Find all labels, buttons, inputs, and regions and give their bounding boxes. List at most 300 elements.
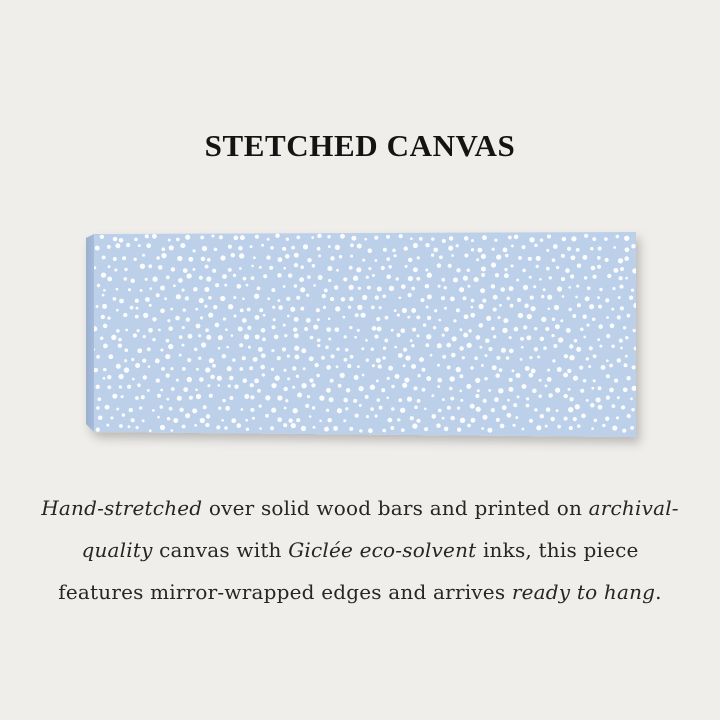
polka-dot bbox=[331, 354, 335, 358]
polka-dot bbox=[410, 416, 414, 420]
polka-dot bbox=[223, 317, 226, 320]
polka-dot bbox=[171, 267, 175, 271]
polka-dot bbox=[498, 388, 503, 393]
polka-dot bbox=[168, 239, 171, 242]
polka-dot bbox=[623, 326, 626, 329]
polka-dot bbox=[386, 257, 390, 261]
polka-dot bbox=[107, 385, 111, 389]
polka-dot bbox=[155, 359, 160, 364]
polka-dot bbox=[272, 325, 276, 329]
polka-dot bbox=[277, 395, 282, 400]
polka-dot bbox=[143, 335, 146, 338]
polka-dot bbox=[564, 417, 568, 421]
polka-dot bbox=[228, 384, 231, 387]
polka-dot bbox=[95, 246, 100, 251]
polka-dot bbox=[359, 404, 362, 407]
polka-dot bbox=[567, 247, 571, 251]
polka-dot bbox=[312, 264, 316, 268]
polka-dot bbox=[293, 327, 297, 331]
polka-dot bbox=[606, 316, 609, 319]
polka-dot bbox=[430, 354, 433, 357]
polka-dot bbox=[257, 287, 261, 291]
polka-dot bbox=[205, 328, 209, 332]
polka-dot bbox=[145, 278, 148, 281]
polka-dot bbox=[509, 378, 513, 382]
polka-dot bbox=[209, 394, 213, 398]
polka-dot bbox=[327, 418, 331, 422]
polka-dot bbox=[405, 265, 408, 268]
polka-dot bbox=[632, 268, 637, 273]
polka-dot bbox=[185, 296, 189, 300]
polka-dot bbox=[199, 298, 204, 303]
polka-dot bbox=[122, 256, 126, 260]
polka-dot bbox=[431, 414, 436, 419]
polka-dot bbox=[152, 234, 157, 239]
polka-dot bbox=[240, 235, 245, 240]
polka-dot bbox=[255, 235, 259, 239]
polka-dot bbox=[552, 359, 555, 362]
polka-dot bbox=[227, 366, 232, 371]
polka-dot bbox=[287, 354, 290, 357]
polka-dot bbox=[597, 265, 601, 269]
polka-dot bbox=[168, 326, 173, 331]
polka-dot bbox=[583, 336, 586, 339]
polka-dot bbox=[607, 274, 611, 278]
polka-dot bbox=[564, 394, 568, 398]
polka-dot bbox=[360, 313, 365, 318]
polka-dot bbox=[103, 324, 107, 328]
desc-text-3: inks, this piece features mirror-wrapped edges and arrives bbox=[58, 538, 639, 604]
polka-dot bbox=[97, 397, 101, 401]
polka-dot bbox=[425, 268, 428, 271]
polka-dot bbox=[173, 418, 178, 423]
polka-dot bbox=[548, 393, 552, 397]
polka-dot bbox=[448, 264, 452, 268]
polka-dot bbox=[177, 396, 182, 401]
polka-dot bbox=[546, 267, 550, 271]
polka-dot bbox=[411, 287, 415, 291]
polka-dot bbox=[340, 373, 345, 378]
polka-dot bbox=[322, 294, 326, 298]
polka-dot bbox=[529, 237, 534, 242]
polka-dot bbox=[534, 327, 537, 330]
polka-dot bbox=[568, 308, 571, 311]
polka-dot bbox=[521, 346, 524, 349]
polka-dot bbox=[212, 269, 216, 273]
polka-dot bbox=[560, 319, 563, 322]
polka-dot bbox=[255, 315, 260, 320]
polka-dot bbox=[437, 263, 441, 267]
polka-dot bbox=[96, 355, 100, 359]
polka-dot bbox=[459, 390, 462, 393]
polka-dot bbox=[522, 269, 526, 273]
polka-dot bbox=[132, 378, 135, 381]
polka-dot bbox=[107, 245, 111, 249]
polka-dot bbox=[187, 377, 192, 382]
polka-dot bbox=[135, 363, 140, 368]
polka-dot bbox=[358, 386, 363, 391]
polka-dot bbox=[488, 389, 491, 392]
polka-dot bbox=[376, 379, 379, 382]
polka-dot bbox=[357, 365, 360, 368]
polka-dot bbox=[318, 275, 323, 280]
polka-dot bbox=[513, 424, 516, 427]
polka-dot bbox=[148, 365, 151, 368]
polka-dot bbox=[313, 325, 318, 330]
polka-dot bbox=[422, 368, 426, 372]
polka-dot bbox=[188, 334, 193, 339]
polka-dot bbox=[216, 425, 220, 429]
polka-dot bbox=[353, 276, 358, 281]
polka-dot bbox=[417, 399, 421, 403]
polka-dot bbox=[503, 248, 508, 253]
polka-dot bbox=[364, 238, 367, 241]
polka-dot bbox=[349, 297, 353, 301]
polka-dot bbox=[431, 237, 434, 240]
polka-dot bbox=[449, 387, 453, 391]
polka-dot bbox=[143, 313, 148, 318]
polka-dot bbox=[231, 418, 236, 423]
polka-dot bbox=[401, 428, 405, 432]
polka-dot bbox=[419, 357, 424, 362]
polka-dot bbox=[598, 246, 602, 250]
polka-dot bbox=[390, 426, 394, 430]
polka-dot bbox=[160, 389, 163, 392]
polka-dot bbox=[103, 368, 107, 372]
polka-dot bbox=[166, 339, 170, 343]
polka-dot bbox=[265, 414, 269, 418]
polka-dot bbox=[493, 295, 498, 300]
polka-dot bbox=[259, 427, 262, 430]
polka-dot bbox=[478, 248, 483, 253]
polka-dot bbox=[437, 378, 442, 383]
polka-dot bbox=[167, 319, 170, 322]
polka-dot bbox=[176, 379, 179, 382]
polka-dot bbox=[299, 277, 304, 282]
polka-dot bbox=[343, 316, 346, 319]
polka-dot bbox=[593, 379, 596, 382]
polka-dot bbox=[587, 286, 591, 290]
polka-dot bbox=[403, 348, 407, 352]
polka-dot bbox=[200, 418, 205, 423]
polka-dot bbox=[438, 409, 442, 413]
polka-dot bbox=[161, 253, 166, 258]
desc-text-1: over solid wood bars and printed on bbox=[202, 496, 589, 520]
polka-dot bbox=[612, 426, 617, 431]
polka-dot bbox=[138, 244, 141, 247]
polka-dot bbox=[140, 264, 145, 269]
polka-dot bbox=[513, 403, 517, 407]
polka-dot bbox=[422, 388, 426, 392]
polka-dot bbox=[250, 245, 253, 248]
polka-dot bbox=[204, 287, 209, 292]
polka-dot bbox=[309, 356, 314, 361]
polka-dot bbox=[388, 366, 393, 371]
polka-dot bbox=[413, 267, 418, 272]
polka-dot bbox=[467, 285, 470, 288]
polka-dot bbox=[129, 408, 133, 412]
polka-dot bbox=[464, 236, 469, 241]
polka-dot bbox=[278, 305, 283, 310]
polka-dot bbox=[506, 356, 510, 360]
polka-dot bbox=[319, 419, 322, 422]
polka-dot bbox=[296, 296, 300, 300]
polka-dot bbox=[152, 317, 156, 321]
polka-dot bbox=[621, 405, 625, 409]
polka-dot bbox=[224, 284, 227, 287]
polka-dot bbox=[258, 347, 263, 352]
polka-dot bbox=[557, 425, 561, 429]
polka-dot bbox=[370, 385, 375, 390]
polka-dot bbox=[313, 426, 316, 429]
polka-dot bbox=[549, 276, 552, 279]
polka-dot bbox=[625, 336, 628, 339]
polka-dot bbox=[210, 375, 215, 380]
polka-dot bbox=[271, 408, 276, 413]
polka-dot bbox=[274, 335, 279, 340]
polka-dot bbox=[100, 336, 104, 340]
polka-dot bbox=[517, 395, 520, 398]
polka-dot bbox=[389, 286, 394, 291]
polka-dot bbox=[349, 266, 353, 270]
polka-dot bbox=[523, 325, 527, 329]
polka-dot bbox=[338, 384, 342, 388]
polka-dot bbox=[592, 237, 596, 241]
polka-dot bbox=[98, 416, 103, 421]
polka-dot bbox=[242, 356, 246, 360]
polka-dot bbox=[555, 324, 560, 329]
polka-dot bbox=[605, 417, 609, 421]
polka-dot bbox=[148, 264, 152, 268]
polka-dot bbox=[444, 427, 449, 432]
polka-dot bbox=[394, 346, 397, 349]
polka-dot bbox=[115, 243, 120, 248]
polka-dot bbox=[161, 367, 165, 371]
polka-dot bbox=[307, 275, 311, 279]
polka-dot bbox=[493, 335, 496, 338]
polka-dot bbox=[536, 425, 541, 430]
polka-dot bbox=[270, 246, 274, 250]
polka-dot bbox=[617, 396, 620, 399]
polka-dot bbox=[456, 367, 461, 372]
polka-dot bbox=[416, 315, 420, 319]
polka-dot bbox=[457, 428, 461, 432]
polka-dot bbox=[477, 389, 480, 392]
polka-dot bbox=[283, 324, 286, 327]
polka-dot bbox=[482, 299, 486, 303]
polka-dot bbox=[141, 395, 145, 399]
polka-dot bbox=[137, 348, 142, 353]
polka-dot bbox=[379, 306, 382, 309]
polka-dot bbox=[539, 379, 542, 382]
polka-dot bbox=[391, 385, 395, 389]
polka-dot bbox=[316, 374, 320, 378]
polka-dot bbox=[593, 354, 597, 358]
polka-dot bbox=[355, 313, 359, 317]
polka-dot bbox=[228, 304, 233, 309]
polka-dot bbox=[576, 248, 580, 252]
polka-dot bbox=[286, 297, 290, 301]
polka-dot bbox=[479, 323, 484, 328]
polka-dot bbox=[234, 384, 238, 388]
polka-dot bbox=[147, 389, 150, 392]
polka-dot bbox=[169, 407, 173, 411]
polka-dot bbox=[463, 276, 468, 281]
polka-dot bbox=[160, 286, 165, 291]
polka-dot bbox=[534, 244, 538, 248]
polka-dot bbox=[248, 346, 251, 349]
polka-dot bbox=[253, 256, 256, 259]
polka-dot bbox=[166, 276, 170, 280]
polka-dot bbox=[218, 407, 221, 410]
polka-dot bbox=[294, 317, 299, 322]
polka-dot bbox=[282, 347, 286, 351]
polka-dot bbox=[526, 404, 530, 408]
desc-text-2: canvas with bbox=[152, 538, 289, 562]
polka-dot bbox=[354, 336, 357, 339]
polka-dot bbox=[376, 317, 380, 321]
polka-dot bbox=[387, 377, 390, 380]
polka-dot bbox=[442, 355, 446, 359]
polka-dot bbox=[500, 287, 505, 292]
polka-dot bbox=[294, 253, 299, 258]
polka-dot bbox=[425, 284, 429, 288]
polka-dot bbox=[359, 429, 362, 432]
polka-dot bbox=[205, 265, 209, 269]
polka-dot bbox=[226, 346, 229, 349]
polka-dot bbox=[459, 287, 464, 292]
polka-dot bbox=[116, 364, 121, 369]
polka-dot bbox=[482, 235, 487, 240]
polka-dot bbox=[221, 419, 224, 422]
polka-dot bbox=[203, 405, 207, 409]
polka-dot bbox=[233, 235, 238, 240]
polka-dot bbox=[283, 267, 286, 270]
polka-dot bbox=[263, 314, 266, 317]
polka-dot bbox=[631, 408, 635, 412]
polka-dot bbox=[624, 236, 629, 241]
polka-dot bbox=[288, 418, 292, 422]
desc-emphasis-hand-stretched: Hand-stretched bbox=[41, 496, 203, 520]
polka-dot bbox=[160, 425, 165, 430]
polka-dot bbox=[397, 333, 401, 337]
polka-dot bbox=[597, 296, 600, 299]
polka-dot bbox=[484, 377, 487, 380]
polka-dot bbox=[175, 316, 180, 321]
polka-dot bbox=[611, 308, 614, 311]
polka-dot bbox=[551, 334, 554, 337]
polka-dot bbox=[114, 268, 117, 271]
polka-dot bbox=[540, 238, 543, 241]
page-title: STETCHED CANVAS bbox=[204, 128, 516, 163]
polka-dot bbox=[464, 314, 469, 319]
polka-dot bbox=[381, 388, 385, 392]
polka-dot bbox=[371, 305, 375, 309]
polka-dot bbox=[623, 387, 628, 392]
polka-dot bbox=[294, 263, 298, 267]
polka-dot bbox=[176, 238, 180, 242]
polka-dot bbox=[470, 313, 475, 318]
polka-dot bbox=[317, 234, 321, 238]
polka-dot bbox=[149, 429, 152, 432]
polka-dot bbox=[427, 273, 432, 278]
polka-dot bbox=[119, 238, 124, 243]
polka-dot bbox=[311, 236, 314, 239]
polka-dot bbox=[201, 257, 205, 261]
polka-dot bbox=[417, 374, 420, 377]
polka-dot bbox=[334, 285, 338, 289]
polka-dot bbox=[408, 293, 412, 297]
polka-dot bbox=[326, 365, 331, 370]
polka-dot bbox=[101, 272, 106, 277]
polka-dot bbox=[627, 314, 631, 318]
polka-dot bbox=[339, 255, 342, 258]
polka-dot bbox=[168, 344, 173, 349]
polka-dot bbox=[341, 297, 345, 301]
polka-dot bbox=[451, 254, 454, 257]
polka-dot bbox=[177, 256, 182, 261]
polka-dot bbox=[543, 346, 547, 350]
polka-dot bbox=[188, 257, 193, 262]
polka-dot bbox=[103, 289, 106, 292]
polka-dot bbox=[626, 376, 630, 380]
polka-dot bbox=[605, 298, 609, 302]
polka-dot bbox=[450, 376, 455, 381]
polka-dot bbox=[250, 395, 254, 399]
polka-dot bbox=[517, 298, 521, 302]
polka-dot bbox=[509, 349, 514, 354]
polka-dot bbox=[157, 394, 161, 398]
polka-dot bbox=[145, 297, 150, 302]
polka-dot bbox=[149, 304, 152, 307]
polka-dot bbox=[375, 295, 379, 299]
polka-dot bbox=[582, 314, 586, 318]
polka-dot bbox=[485, 354, 488, 357]
polka-dot bbox=[170, 367, 173, 370]
polka-dot bbox=[375, 414, 378, 417]
polka-dot bbox=[423, 323, 426, 326]
desc-text-4: . bbox=[655, 580, 662, 604]
polka-dot bbox=[399, 296, 402, 299]
polka-dot bbox=[483, 415, 488, 420]
polka-dot bbox=[296, 375, 299, 378]
polka-dot bbox=[536, 256, 541, 261]
polka-dot bbox=[442, 417, 445, 420]
polka-dot bbox=[348, 305, 351, 308]
polka-dot bbox=[566, 328, 571, 333]
polka-dot bbox=[609, 388, 614, 393]
polka-dot bbox=[568, 407, 573, 412]
polka-dot bbox=[365, 339, 368, 342]
polka-dot bbox=[523, 285, 528, 290]
polka-dot bbox=[206, 414, 210, 418]
polka-dot bbox=[192, 408, 197, 413]
polka-dot bbox=[481, 267, 486, 272]
polka-dot bbox=[466, 384, 471, 389]
polka-dot bbox=[229, 376, 233, 380]
polka-dot bbox=[537, 355, 540, 358]
polka-dot bbox=[538, 395, 542, 399]
polka-dot bbox=[222, 274, 227, 279]
polka-dot bbox=[471, 306, 474, 309]
polka-dot bbox=[576, 347, 581, 352]
polka-dot bbox=[577, 303, 581, 307]
polka-dot bbox=[254, 294, 259, 299]
polka-dot bbox=[478, 304, 483, 309]
polka-dot bbox=[453, 319, 456, 322]
polka-dot bbox=[337, 408, 342, 413]
polka-dot bbox=[266, 255, 270, 259]
